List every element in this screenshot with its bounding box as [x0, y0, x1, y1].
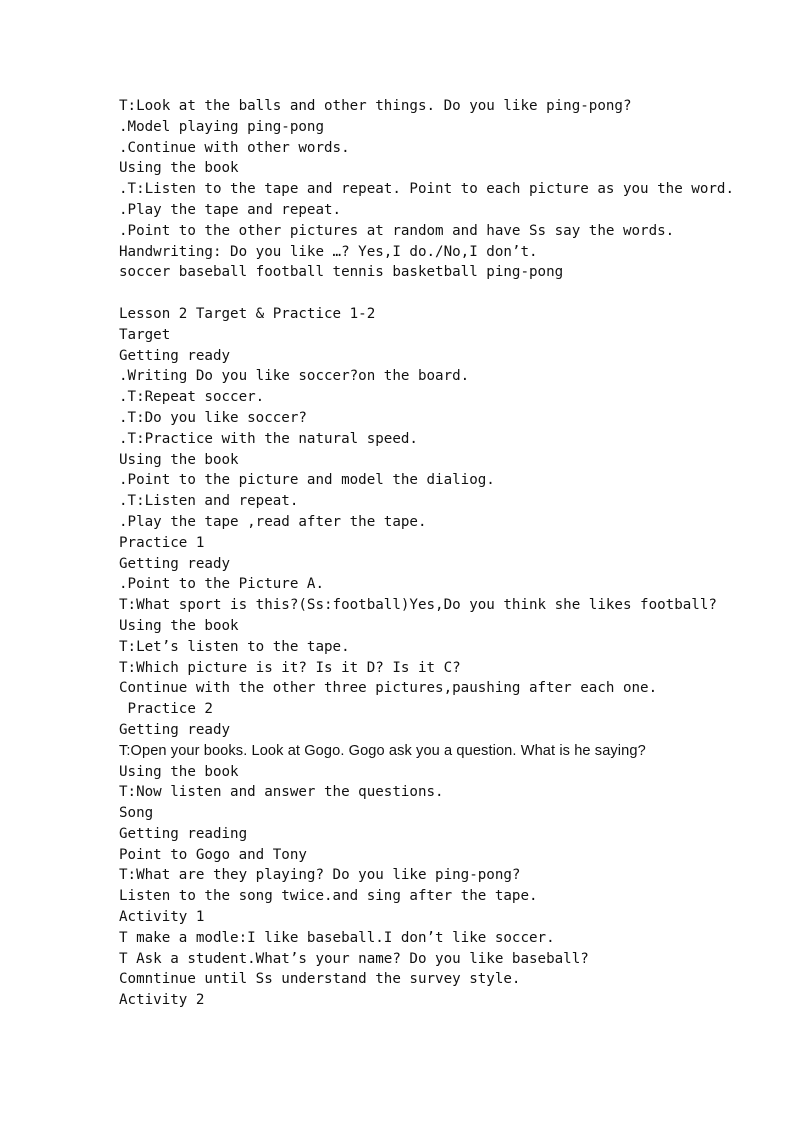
- text-line: Continue with the other three pictures,paushing after each one.: [119, 680, 658, 697]
- section-heading: Using the book: [119, 160, 239, 177]
- text-line: .T:Repeat soccer.: [119, 389, 265, 406]
- text-line: soccer baseball football tennis basketball ping-pong: [119, 264, 564, 281]
- text-line: .Play the tape and repeat.: [119, 201, 342, 218]
- text-line: T:Open your books. Look at Gogo. Gogo ask you a question. What is he saying?: [119, 742, 646, 759]
- text-line: .T:Practice with the natural speed.: [119, 430, 418, 447]
- text-line: T make a modle:I like baseball.I don’t like soccer.: [119, 929, 555, 946]
- section-heading: Activity 1: [119, 909, 205, 926]
- section-heading: Using the book: [119, 763, 239, 780]
- section-heading: Target: [119, 326, 171, 343]
- text-line: T:Let’s listen to the tape.: [119, 638, 350, 655]
- section-heading: Song: [119, 805, 154, 822]
- text-line: .T:Listen to the tape and repeat. Point to each picture as you the word.: [119, 181, 734, 198]
- section-heading: Using the book: [119, 617, 239, 634]
- text-line: .Play the tape ,read after the tape.: [119, 513, 427, 530]
- section-heading: Activity 2: [119, 992, 205, 1009]
- text-line: T Ask a student.What’s your name? Do you like baseball?: [119, 950, 589, 967]
- document-body: [119, 96, 734, 1011]
- section-heading: Practice 1: [119, 534, 205, 551]
- text-line: Handwriting: Do you like …? Yes,I do./No,I don’t.: [119, 243, 538, 260]
- section-heading: Practice 2: [119, 701, 213, 718]
- text-line: T:Look at the balls and other things. Do you like ping-pong?: [119, 98, 632, 114]
- text-line: T:What sport is this?(Ss:football)Yes,Do you think she likes football?: [119, 597, 717, 614]
- blank-line: [119, 283, 719, 304]
- text-line: .T:Listen and repeat.: [119, 493, 299, 510]
- section-heading: Getting reading: [119, 825, 248, 842]
- text-line: .Point to the other pictures at random and have Ss say the words.: [119, 222, 675, 239]
- text-line: .Point to the Picture A.: [119, 576, 324, 593]
- text-line: T:Now listen and answer the questions.: [119, 784, 444, 801]
- text-line: Point to Gogo and Tony: [119, 846, 307, 863]
- text-line: .T:Do you like soccer?: [119, 409, 307, 426]
- text-line: .Continue with other words.: [119, 139, 350, 156]
- text-line: Listen to the song twice.and sing after the tape.: [119, 888, 538, 905]
- lesson-heading: Lesson 2 Target & Practice 1-2: [119, 305, 376, 322]
- text-line: T:Which picture is it? Is it D? Is it C?: [119, 659, 461, 676]
- text-line: .Writing Do you like soccer?on the board.: [119, 368, 470, 385]
- text-line: Comntinue until Ss understand the survey style.: [119, 971, 521, 988]
- section-heading: Getting ready: [119, 721, 231, 738]
- text-line: T:What are they playing? Do you like ping-pong?: [119, 867, 521, 884]
- text-line: .Model playing ping-pong: [119, 118, 324, 135]
- section-heading: Getting ready: [119, 347, 231, 364]
- text-line: .Point to the picture and model the dialiog.: [119, 472, 495, 489]
- section-heading: Using the book: [119, 451, 239, 468]
- section-heading: Getting ready: [119, 555, 231, 572]
